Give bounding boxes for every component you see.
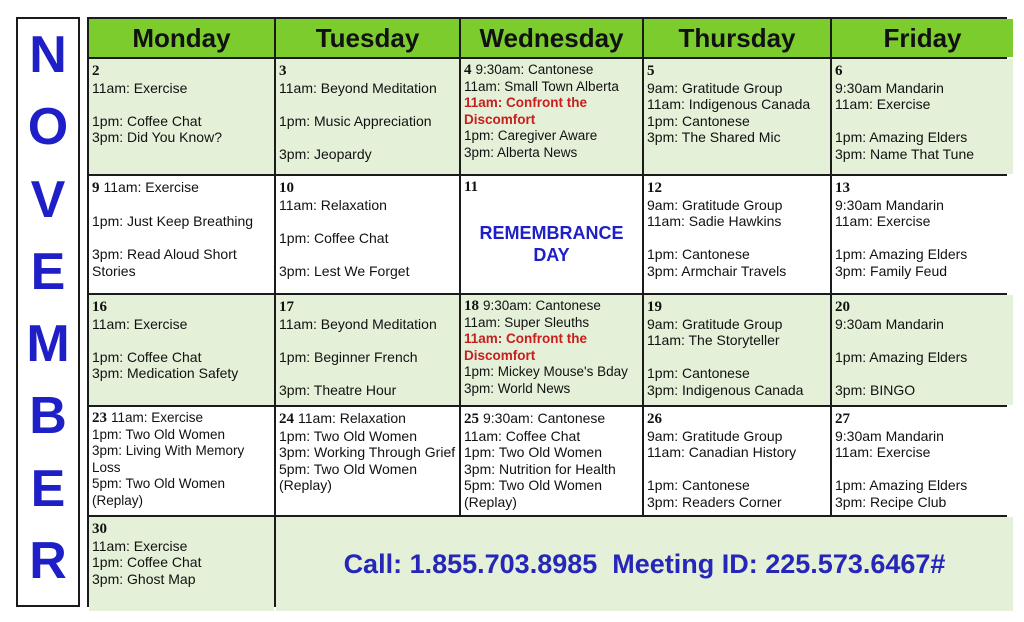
event: 9am: Gratitude Group (647, 196, 783, 213)
event: 11am: Exercise (835, 96, 931, 112)
event: 1pm: Just Keep Breathing (92, 213, 254, 229)
event: 9:30am Mandarin (835, 427, 944, 444)
event: 1pm: Two Old Women (92, 426, 226, 442)
header-friday: Friday (832, 19, 1013, 57)
event: 1pm: Coffee Chat (92, 112, 202, 129)
day-number: 3 (279, 63, 287, 79)
event: 3pm: Recipe Club (835, 493, 947, 510)
event: 3pm: Read Aloud Short Stories (92, 246, 237, 279)
event: 11am: Exercise (92, 537, 188, 554)
day-cell-3 (276, 59, 459, 174)
day-number: 17 (279, 299, 294, 315)
event: 1pm: Amazing Elders (835, 246, 968, 262)
month-letter: O (27, 98, 69, 157)
day-cell-12 (644, 176, 830, 293)
day-number: 16 (92, 299, 107, 315)
event: 1pm: Coffee Chat (92, 348, 202, 365)
day-number: 9 (92, 180, 100, 196)
day-cell-2 (89, 59, 274, 174)
event: 9am: Gratitude Group (647, 315, 783, 332)
day-number: 30 (92, 521, 107, 537)
day-cell-5 (644, 59, 830, 174)
event: 9:30am: Cantonese (483, 298, 601, 313)
event: 9:30am Mandarin (835, 196, 944, 213)
event: 1pm: Cantonese (647, 246, 750, 262)
event: 11am: Relaxation (279, 196, 387, 213)
event: 3pm: Medication Safety (92, 365, 239, 381)
day-number: 24 (279, 411, 294, 427)
event: 3pm: Indigenous Canada (647, 381, 804, 398)
day-cell-20 (832, 295, 1013, 405)
day-cell-9 (89, 176, 274, 293)
event: 3pm: Nutrition for Health (464, 460, 616, 477)
day-number: 23 (92, 410, 107, 426)
month-letter: N (29, 26, 67, 84)
event: 3pm: World News (464, 380, 571, 396)
day-number: 5 (647, 63, 655, 79)
event: 3pm: Living With Memory Loss (92, 443, 245, 475)
event: 11am: The Storyteller (647, 332, 780, 348)
event: 1pm: Mickey Mouse's Bday (464, 364, 628, 379)
event: 3pm: Name That Tune (835, 145, 975, 162)
event: 5pm: Two Old Women (Replay) (279, 460, 417, 493)
header-tuesday: Tuesday (276, 19, 459, 57)
event: 5pm: Two Old Women (Replay) (92, 476, 226, 508)
event: 1pm: Amazing Elders (835, 129, 968, 145)
event: 11am: Exercise (835, 213, 931, 229)
event: 11am: Exercise (835, 444, 931, 460)
day-cell-24 (276, 407, 459, 515)
event: 3pm: BINGO (835, 381, 916, 398)
month-letter: R (29, 531, 67, 590)
event: 1pm: Amazing Elders (835, 348, 968, 365)
event-highlight: 11am: Confront the Discomfort (464, 331, 588, 363)
day-cell-4 (461, 59, 642, 174)
day-number: 20 (835, 299, 850, 315)
day-cell-17 (276, 295, 459, 405)
event: 11am: Exercise (111, 410, 204, 425)
day-cell-6 (832, 59, 1013, 174)
calendar-grid (87, 17, 1007, 607)
event: 1pm: Two Old Women (464, 444, 602, 460)
event: 3pm: Working Through Grief (279, 444, 456, 460)
day-number: 11 (464, 179, 479, 195)
event: 1pm: Amazing Elders (835, 477, 968, 493)
event: 1pm: Two Old Women (279, 427, 417, 444)
day-cell-13 (832, 176, 1013, 293)
event: 11am: Beyond Meditation (279, 315, 437, 332)
event: 1pm: Cantonese (647, 112, 750, 129)
event: 3pm: Armchair Travels (647, 262, 787, 279)
day-number: 2 (92, 63, 100, 79)
day-cell-25 (461, 407, 642, 515)
day-cell-23 (89, 407, 274, 515)
call-info-banner (276, 517, 1013, 611)
day-number: 13 (835, 180, 850, 196)
month-letter: E (30, 242, 66, 301)
event: 9am: Gratitude Group (647, 79, 783, 96)
day-cell-30 (89, 517, 274, 611)
event: 3pm: Ghost Map (92, 570, 196, 587)
event: 9am: Gratitude Group (647, 427, 783, 444)
day-number: 12 (647, 180, 662, 196)
event: 3pm: Theatre Hour (279, 381, 397, 398)
event: 11am: Sadie Hawkins (647, 213, 782, 229)
event: 11am: Small Town Alberta (464, 78, 619, 94)
month-vertical-title (16, 17, 80, 607)
event: 9:30am Mandarin (835, 79, 944, 96)
event: 11am: Coffee Chat (464, 427, 581, 444)
event: 11am: Exercise (103, 179, 199, 195)
event: 3pm: Family Feud (835, 262, 948, 279)
day-number: 6 (835, 63, 843, 79)
month-letter: M (26, 315, 70, 374)
day-cell-11 (461, 176, 642, 293)
day-number: 26 (647, 411, 662, 427)
call-info-text: Call: 1.855.703.8985 Meeting ID: 225.573.6467# (343, 548, 946, 579)
day-number: 4 (464, 62, 472, 78)
day-cell-27 (832, 407, 1013, 515)
day-cell-18 (461, 295, 642, 405)
event: 9:30am: Cantonese (475, 62, 594, 77)
event: 11am: Canadian History (647, 444, 797, 460)
event: 5pm: Two Old Women (Replay) (464, 477, 602, 510)
event: 3pm: Alberta News (464, 144, 578, 160)
day-number: 27 (835, 411, 850, 427)
event: 9:30am: Cantonese (483, 410, 606, 426)
day-cell-19 (644, 295, 830, 405)
day-cell-26 (644, 407, 830, 515)
event: 11am: Beyond Meditation (279, 79, 437, 96)
event: 1pm: Cantonese (647, 365, 750, 381)
event: 11am: Exercise (92, 315, 188, 332)
event: 3pm: The Shared Mic (647, 129, 781, 145)
header-thursday: Thursday (644, 19, 830, 57)
day-cell-10 (276, 176, 459, 293)
event: 11am: Indigenous Canada (647, 96, 811, 112)
event: 1pm: Cantonese (647, 477, 750, 493)
month-letter: B (29, 387, 67, 446)
event: 1pm: Caregiver Aware (464, 128, 598, 143)
event: 1pm: Coffee Chat (279, 229, 389, 246)
day-number: 10 (279, 180, 294, 196)
event: 3pm: Jeopardy (279, 145, 372, 162)
day-number: 25 (464, 411, 479, 427)
event: 3pm: Lest We Forget (279, 262, 410, 279)
event: 11am: Relaxation (298, 410, 406, 426)
day-number: 18 (464, 298, 479, 314)
event: 9:30am Mandarin (835, 315, 944, 332)
header-wednesday: Wednesday (461, 19, 642, 57)
event: 11am: Super Sleuths (464, 314, 590, 330)
month-letter: V (30, 170, 66, 229)
month-letter: E (30, 459, 66, 518)
day-cell-16 (89, 295, 274, 405)
event: 1pm: Music Appreciation (279, 112, 432, 129)
event: 3pm: Did You Know? (92, 129, 222, 145)
header-monday: Monday (89, 19, 274, 57)
event-highlight: 11am: Confront the Discomfort (464, 95, 588, 127)
event: 1pm: Beginner French (279, 348, 418, 365)
holiday-label: REMEMBRANCE DAY (479, 223, 624, 266)
day-number: 19 (647, 299, 662, 315)
event: 11am: Exercise (92, 79, 188, 96)
event: 3pm: Readers Corner (647, 493, 782, 510)
event: 1pm: Coffee Chat (92, 554, 202, 570)
